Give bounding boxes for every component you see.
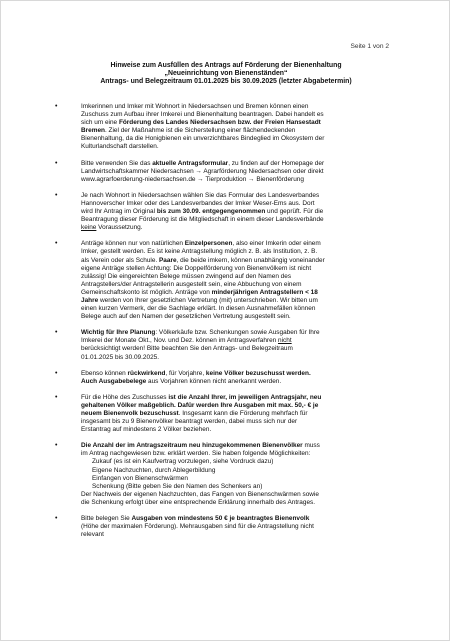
text-line: [81, 176, 397, 184]
list-item: [55, 442, 397, 507]
page-number: Seite 1 von 2: [350, 43, 389, 50]
text-segment: als Verein oder als Schule.: [81, 256, 160, 264]
text-line: [81, 410, 397, 418]
text-segment: Gemeinschaftskonto ist möglich. Anträge von: [81, 288, 212, 296]
list-item: [55, 192, 397, 232]
text-segment: Voraussetzung.: [96, 224, 143, 232]
text-segment: Zuschuss zum Aufbau ihrer Imkerei und Bienenhaltung beantragen. Dabei handelt es: [81, 111, 324, 119]
list-item: [55, 370, 397, 386]
text-line: [81, 450, 397, 458]
text-line: [81, 208, 397, 216]
text-line: [81, 313, 397, 321]
text-line: [81, 305, 397, 313]
text-segment: , zu finden auf der Homepage der: [228, 159, 325, 167]
text-line: [81, 160, 397, 168]
text-segment: www.agrarfoerderung-niedersachsen.de → Tierproduktion → Bienenförderung: [81, 175, 304, 183]
text-line: [81, 402, 397, 410]
text-segment: die Schenkung erfolgt über eine entsprechende Erklärung innerhalb des Antrages.: [81, 498, 316, 506]
text-segment: , für Vorjahre,: [165, 369, 206, 377]
text-line: [81, 394, 397, 402]
text-segment: Beantragung dieser Förderung ist die Mitgliedschaft in einem dieser Landesverbände: [81, 216, 324, 224]
text-segment: Einfangen von Bienenschwärmen: [92, 474, 188, 482]
text-segment: aus Vorjahren können nicht anerkannt werden.: [146, 377, 282, 385]
text-segment: sich um eine: [81, 119, 119, 127]
text-line: [81, 345, 397, 353]
text-line: [81, 248, 397, 256]
text-segment: Wichtig für Ihre Planung: [81, 329, 156, 337]
document-header: [1, 62, 451, 87]
text-segment: : Völkerkäufe bzw. Schenkungen sowie Ausgaben für Ihre: [155, 329, 320, 337]
text-line: [81, 370, 397, 378]
text-segment: berücksichtigt werden! Bitte beachten Sie den Antrags- und Belegzeitraum: [81, 345, 293, 353]
text-segment: keine: [81, 224, 97, 232]
text-segment: Landwirtschaftskammer Niedersachsen → Agrarförderung Niedersachsen oder direkt: [81, 167, 324, 175]
list-item: [55, 515, 397, 539]
text-line: [81, 127, 397, 135]
text-line: [81, 458, 397, 466]
text-segment: Der Nachweis der eigenen Nachzuchten, das Fangen von Bienenschwärmen sowie: [81, 490, 319, 498]
text-segment: Paare: [159, 256, 177, 264]
bullet-icon: •: [55, 159, 58, 167]
text-segment: Je nach Wohnort in Niedersachsen wählen Sie das Formular des Landesverbandes: [81, 191, 320, 199]
text-segment: und geprüft. Für die: [265, 208, 324, 216]
text-line: [81, 168, 397, 176]
text-segment: Erstantrag auf mindestens 2 Völker beziehen.: [81, 426, 212, 434]
text-line: [81, 329, 397, 337]
bullet-list: [55, 103, 397, 547]
text-segment: Schenkung (Bitte geben Sie den Namen des Schenkers an): [92, 482, 263, 490]
text-segment: Eigene Nachzuchten, durch Ablegerbildung: [92, 466, 216, 474]
text-line: [81, 475, 397, 483]
bullet-icon: •: [55, 442, 58, 450]
text-segment: Ausgaben von mindestens 50 € je beantragtes Bienenvolk: [131, 515, 310, 523]
text-segment: rückwirkend: [127, 369, 166, 377]
text-segment: Für die Höhe des Zuschusses: [81, 393, 169, 401]
text-segment: nicht: [278, 337, 292, 345]
text-segment: eigene Anträge stellen Achtung: Die Doppelförderung von Bienenvölkern ist nicht: [81, 264, 312, 272]
text-line: [81, 418, 397, 426]
text-line: [81, 483, 397, 491]
text-segment: relevant: [81, 531, 104, 539]
text-line: [81, 103, 397, 111]
text-line: [81, 499, 397, 507]
text-segment: Imker, gestellt werden. Es ist keine Antragstellung möglich z. B. als Institution, z. B.: [81, 248, 318, 256]
text-line: [81, 240, 397, 248]
text-segment: Anträge können nur von natürlichen: [81, 240, 185, 248]
text-segment: , die beide imkern, können unabhängig voneinander: [176, 256, 325, 264]
text-segment: aktuelle Antragsformular: [152, 159, 229, 167]
text-line: [81, 273, 397, 281]
text-line: [81, 224, 397, 232]
text-line: [81, 337, 397, 345]
text-line: [81, 143, 397, 151]
text-segment: einen kurzen Vermerk, der die Sachlage erklärt. In diesen Ausnahmefällen können: [81, 305, 316, 313]
text-segment: Zukauf (es ist ein Kaufvertrag vorzulegen, siehe Vordruck dazu): [92, 458, 274, 466]
bullet-icon: •: [55, 191, 58, 199]
text-segment: insgesamt bis zu 9 Bienenvölker beantragt werden, dabei muss sich nur der: [81, 418, 298, 426]
bullet-icon: •: [55, 369, 58, 377]
bullet-icon: •: [55, 515, 58, 523]
text-segment: gehaltenen Völker maßgeblich. Dafür werden Ihre Ausgaben mit max. 50,- € je: [81, 401, 319, 409]
text-line: [81, 111, 397, 119]
text-segment: Hannoverscher Imker oder des Landesverbandes der Imker Weser-Ems aus. Dort: [81, 199, 315, 207]
text-segment: minderjährigen Antragstellern < 18: [211, 288, 318, 296]
text-line: [81, 200, 397, 208]
text-line: [81, 378, 397, 386]
text-segment: Bremen: [81, 127, 105, 135]
text-segment: neuem Bienenvolk bezuschusst: [81, 410, 179, 417]
text-segment: im Antrag nachgewiesen bzw. erklärt werden. Sie haben folgende Möglichkeiten:: [81, 450, 311, 458]
list-item: [55, 240, 397, 321]
text-segment: zulässig! Die eingereichten Belege müssen zwingend auf den Namen des: [81, 272, 292, 280]
text-segment: ist die Anzahl Ihrer, im jeweiligen Antragsjahr, neu: [168, 393, 322, 401]
text-segment: . Insgesamt kann die Förderung mehrfach für: [178, 410, 308, 417]
text-segment: Auch Ausgabebelege: [81, 377, 147, 385]
bullet-icon: •: [55, 393, 58, 401]
text-segment: Imkerei der Monate Okt., Nov. und Dez. können im Antragsverfahren: [81, 337, 279, 345]
text-line: [81, 491, 397, 499]
text-segment: Belege auch auf den Namen der gesetzlichen Vertretung ausgestellt sein.: [81, 313, 291, 321]
text-segment: Imkerinnen und Imker mit Wohnort in Niedersachsen und Bremen können einen: [81, 103, 309, 110]
bullet-icon: •: [55, 103, 58, 110]
text-segment: Ebenso können: [81, 369, 128, 377]
text-line: [81, 354, 397, 362]
header-title: Hinweise zum Ausfüllen des Antrags auf Förderung der Bienenhaltung: [110, 62, 342, 69]
text-segment: , also einer Imkerin oder einem: [232, 240, 321, 248]
text-line: [81, 515, 397, 523]
text-segment: (Höhe der maximalen Förderung). Mehrausgaben sind für die Antragstellung nicht: [81, 523, 314, 531]
text-segment: 01.01.2025 bis 30.09.2025.: [81, 353, 160, 361]
text-line: [81, 531, 397, 539]
text-segment: Bitte verwenden Sie das: [81, 159, 153, 167]
text-segment: bis zum 30.09. entgegengenommen: [156, 208, 266, 216]
text-segment: keine Völker bezuschusst werden.: [205, 369, 311, 377]
text-line: [81, 119, 397, 127]
text-line: [81, 257, 397, 265]
text-segment: Kulturlandschaft darstellen.: [81, 143, 159, 151]
text-segment: . Ziel der Maßnahme ist die Sicherstellung einer flächendeckenden: [104, 127, 296, 135]
list-item: [55, 103, 397, 152]
text-segment: Einzelpersonen: [184, 240, 233, 248]
text-segment: Antragstellers/der Antragstellerin ausgestellt sein, eine Abbuchung von einem: [81, 280, 302, 288]
text-segment: Bienenhaltung, da die Honigbienen ein unverzichtbares Bindeglied im Ökosystem der: [81, 135, 325, 143]
text-line: [81, 265, 397, 273]
list-item: [55, 329, 397, 361]
text-segment: Bitte belegen Sie: [81, 515, 132, 523]
bullet-icon: •: [55, 329, 58, 337]
text-segment: Jahre: [81, 296, 99, 304]
text-line: [81, 289, 397, 297]
list-item: [55, 160, 397, 184]
text-line: [81, 523, 397, 531]
text-segment: muss: [302, 442, 320, 450]
text-segment: Förderung des Landes Niedersachsen bzw. der Freien Hansestadt: [118, 119, 321, 127]
bullet-icon: •: [55, 240, 58, 248]
list-item: [55, 394, 397, 434]
text-line: [81, 216, 397, 224]
text-line: [81, 426, 397, 434]
text-line: [81, 442, 397, 450]
header-period: Antrags- und Belegzeitraum 01.01.2025 bis 30.09.2025 (letzter Abgabetermin): [100, 78, 352, 86]
text-line: [81, 192, 397, 200]
text-line: [81, 135, 397, 143]
text-segment: wird Ihr Antrag im Original: [81, 208, 157, 216]
text-line: [81, 297, 397, 305]
text-line: [81, 467, 397, 475]
header-subtitle: „Neueinrichtung von Bienenständen“: [164, 70, 288, 78]
text-segment: Die Anzahl der im Antragszeitraum neu hinzugekommenen Bienenvölker: [81, 442, 303, 450]
text-segment: werden von Ihrer gesetzlichen Vertretung (mit) unterschrieben. Wir bitten um: [98, 296, 318, 304]
text-line: [81, 281, 397, 289]
